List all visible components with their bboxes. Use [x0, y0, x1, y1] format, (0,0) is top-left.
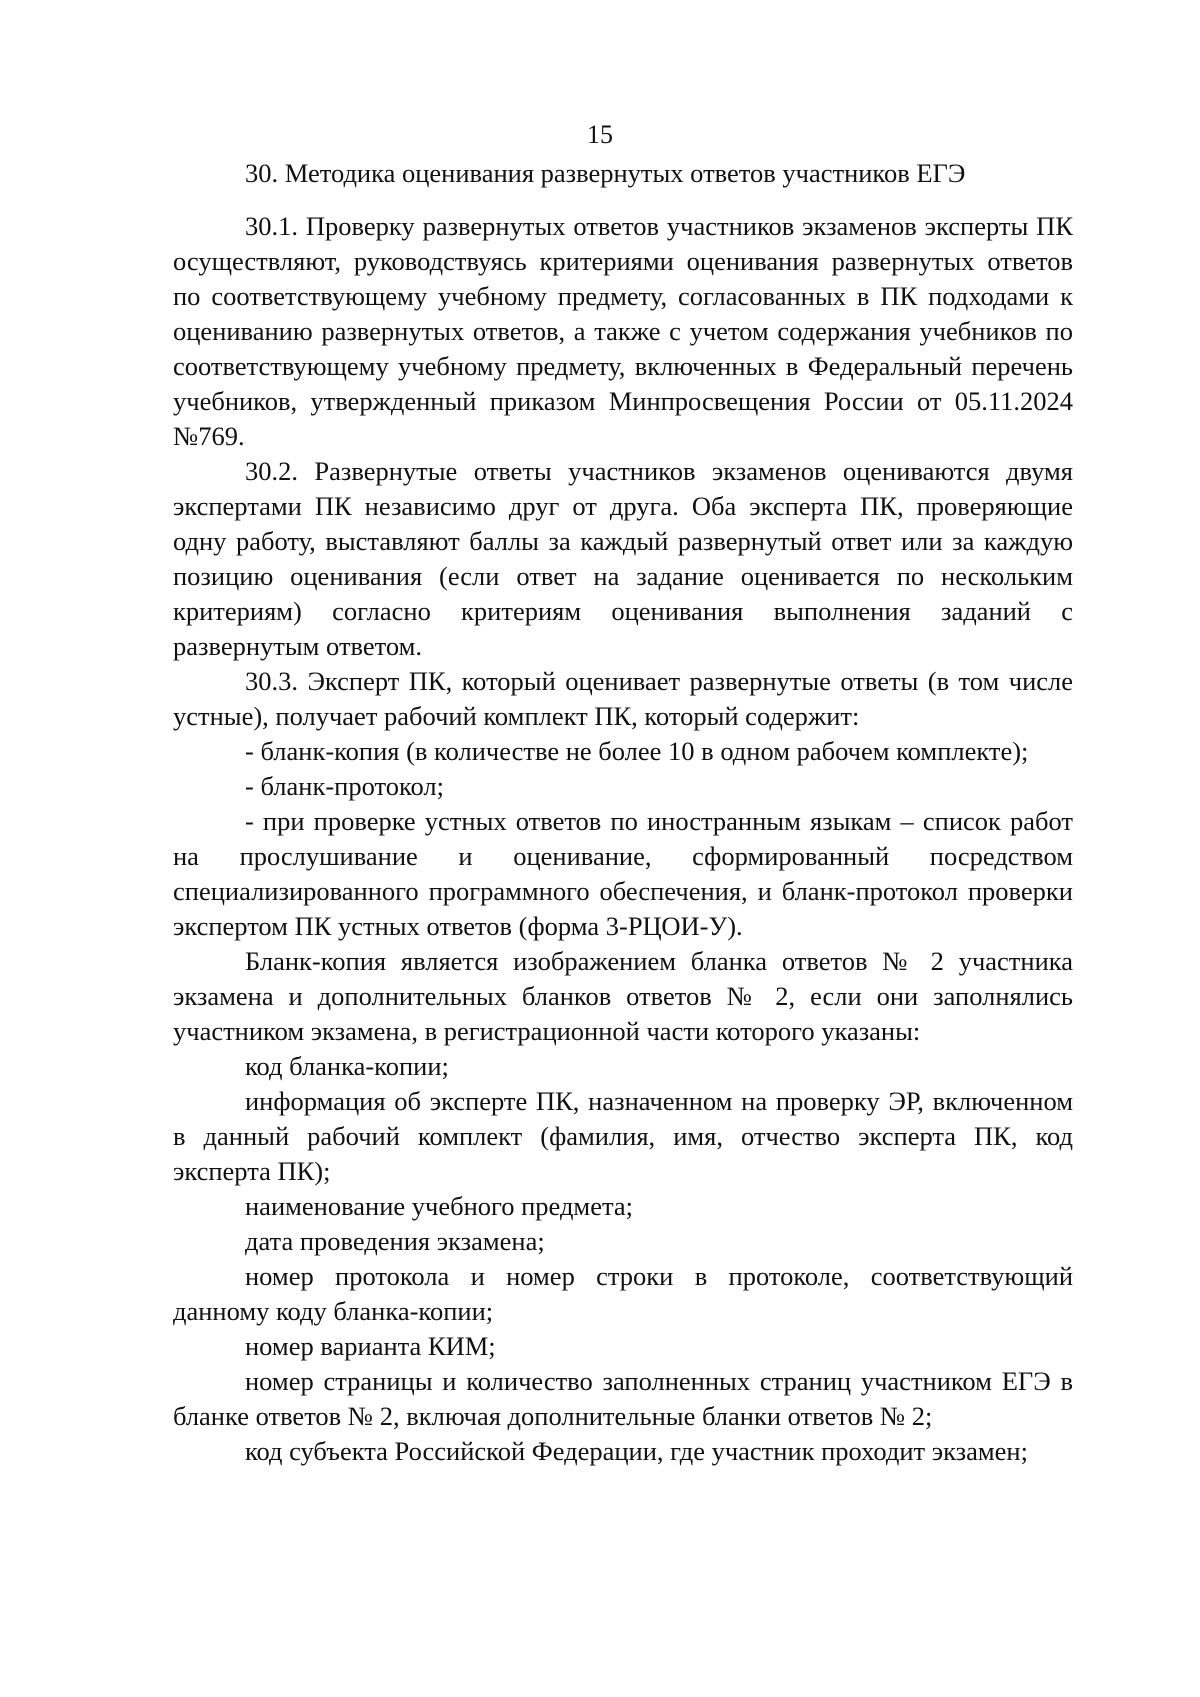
field-page-count: номер страницы и количество заполненных страниц участником ЕГЭ в бланке ответов № 2, включая дополнительные бланки ответов № 2;: [173, 1366, 1073, 1431]
field-expert-info: информация об эксперте ПК, назначенном на проверку ЭР, включенном в данный рабочий комплект (фамилия, имя, отчество эксперта ПК, код эксперта ПК);: [173, 1086, 1073, 1186]
field-protocol-number: номер протокола и номер строки в протоколе, соответствующий данному коду бланка-копии;: [173, 1261, 1073, 1326]
field-exam-date: дата проведения экзамена;: [245, 1226, 545, 1256]
paragraph-30-1: 30.1. Проверку развернутых ответов участников экзаменов эксперты ПК осуществляют, руководствуясь критериями оценивания развернутых ответов по соответствующему учебному предмету, согласованных в ПК подходами к оцениванию развернутых ответов, а также с учетом содержания учебников по соответствующему учебному предмету, включенных в Федеральный перечень учебников, утвержденный приказом Минпросвещения России от 05.11.2024 №769.: [173, 211, 1073, 451]
field-region-code: код субъекта Российской Федерации, где участник проходит экзамен;: [245, 1436, 1028, 1466]
document-body: [173, 156, 1073, 1469]
field-blank-copy-code: код бланка-копии;: [245, 1051, 449, 1081]
field-subject-name: наименование учебного предмета;: [245, 1191, 633, 1221]
list-item-blank-protocol: - бланк-протокол;: [245, 771, 444, 801]
paragraph-30-3: 30.3. Эксперт ПК, который оценивает развернутые ответы (в том числе устные), получает рабочий комплект ПК, который содержит:: [173, 666, 1073, 731]
list-item-blank-copy: - бланк-копия (в количестве не более 10 в одном рабочем комплекте);: [245, 736, 1029, 766]
list-item-oral-answers: - при проверке устных ответов по иностранным языкам – список работ на прослушивание и оценивание, сформированный посредством специализированного программного обеспечения, и бланк-протокол проверки экспертом ПК устных ответов (форма 3-РЦОИ-У).: [173, 806, 1073, 941]
paragraph-30-2: 30.2. Развернутые ответы участников экзаменов оцениваются двумя экспертами ПК независимо друг от друга. Оба эксперта ПК, проверяющие одну работу, выставляют баллы за каждый развернутый ответ или за каждую позицию оценивания (если ответ на задание оценивается по нескольким критериям) согласно критериям оценивания выполнения заданий с развернутым ответом.: [173, 456, 1073, 661]
section-heading: 30. Методика оценивания развернутых ответов участников ЕГЭ: [245, 158, 966, 188]
paragraph-blank-copy-description: Бланк-копия является изображением бланка ответов № 2 участника экзамена и дополнительных бланков ответов № 2, если они заполнялись участником экзамена, в регистрационной части которого указаны:: [173, 946, 1073, 1046]
page-number: 15: [587, 120, 613, 149]
field-kim-variant: номер варианта КИМ;: [245, 1331, 496, 1361]
